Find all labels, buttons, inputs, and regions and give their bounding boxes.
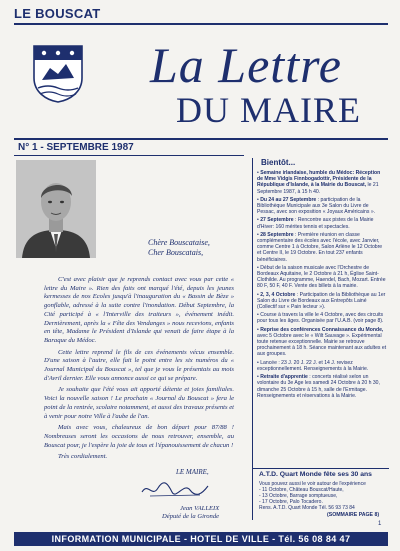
- mayor-portrait: [16, 160, 96, 258]
- letter-paragraph: Mais avec vous, chaleureux de bon départ pour 87/88 ! Nombreuses seront les occasions de nous retrouver, ensemble, au Bouscat pour, je l'espère la joie de tous et l'épanouissement de chacun !: [44, 424, 234, 449]
- letter-paragraph: Très cordialement.: [58, 453, 108, 461]
- salutation-line2: Cher Bouscatais,: [148, 248, 204, 257]
- ad-line: - 17 Octobre, Palo Tocadero.: [259, 499, 323, 505]
- event-title: Du 24 au 27 Septembre: [260, 196, 317, 203]
- list-item: • Course à travers la ville le 4 Octobre, avec des circuits pour tous les âges. Organisée par l'U.A.B. (voir page 8).: [257, 312, 384, 325]
- letter-signoff: LE MAIRE,: [176, 468, 209, 476]
- list-item: • 2, 3, 4 Octobre : Participation de la Bibliothèque au 1er Salon du Livre de Bordeaux aux Entrepôts Lainé (Collectif sur « Pain lecteur »).: [257, 291, 386, 311]
- list-item: • Du 24 au 27 Septembre : participation de la Bibliothèque Municipale aux 3e Salon du Livre de Pessac, avec son exposition « Joyaux Américains ».: [257, 196, 376, 216]
- event-detail: : Participation de la Bibliothèque au 1er Salon du Livre de Bordeaux aux Entrepôts Lainé (Collectif sur « Pain lecteur »).: [257, 291, 386, 311]
- event-title: 27 Septembre: [260, 217, 294, 224]
- event-detail: : Rencontre aux pistes de la Mairie d'Hiver: 160 mérites tennis et spectacles.: [257, 217, 374, 230]
- mayor-letter: [44, 276, 234, 465]
- event-detail: Course à travers la ville le 4 Octobre, avec des circuits pour tous les âges. Organisée par l'U.A.B. (voir page 8).: [257, 312, 384, 325]
- event-detail: : concerts réalisé selon un volontaire du 3e Age les samedi 24 Octobre à 20 h 30, dimanche 25 Octobre à 15 h, salle de l'Ermitage. Renseignements et réservations à la Mairie.: [257, 374, 380, 399]
- header-rule: [14, 23, 388, 25]
- coat-of-arms-icon: [32, 44, 84, 104]
- ad-line: - 11 Octobre, Château Bouscat/Haute,: [259, 487, 344, 493]
- list-item: • Semaine irlandaise, humble du Médoc: Réception de Mme Vidgis Finnbogadottir, Présidente de la République d'Islande, à la Mairie du Bouscat, le 21 Septembre 1987, à 15 h 40.: [257, 170, 381, 195]
- list-item: • 28 Septembre : Première réunion en classe complémentaire des écoles avec l'école, avec Janvier, comme Centre 1 à Octobre, Salon Arlène le 12 Octobre et Centre II, le 19 Octobre. En tout 237 enfants bénéficiaires.: [257, 231, 383, 263]
- letter-paragraph: C'est avec plaisir que je reprends contact avec vous par cette « lettre du Maire ». Rien des faits ont marqué l'été, depuis les jeunes kermesses de nos Ecoles jusqu'à l'inauguration du « Bassin de Bèze » gonflable, adressé à la suite contre l'inondation. Début Septembre, la Cité participé à « l'Interville des traiteurs », événement inédit. Dernièrement, après la « Fête des Vendanges » nous recevions, enfants en tête, Madame le Président d'Islande qui venait de faire étape à la Baraque du Médoc.: [44, 276, 234, 344]
- salutation: [148, 238, 210, 258]
- mayor-name: Jean VALLEIX: [180, 505, 220, 512]
- upcoming-events-column: [252, 158, 389, 520]
- ad-line: Rens. A.T.D. Quart Monde Tél. 56 93 73 84: [259, 505, 355, 511]
- event-title: Retraite d'apprentie: [260, 374, 308, 381]
- event-detail: : participation de la Bibliothèque Municipale aux 3e Salon du Livre de Pessac, avec son exposition « Joyaux Américains ».: [257, 196, 376, 216]
- ad-line: - 13 Octobre, Barrage somptueuse,: [259, 493, 338, 499]
- letter-paragraph: Cette lettre reprend le fils de ces événements vécus ensemble. D'une saison à l'autre, elle fait le point entre les six numéros du « Journal Municipal du Bouscat », tel que je vous le présentais au mois d'Avril dernier. Elle vous annonce aussi ce qui se prépare.: [44, 348, 234, 382]
- ad-line: Vous pouvez aussi le voir autour de l'expérience: [259, 481, 366, 487]
- issue-number: N° 1 - SEPTEMBRE 1987: [18, 142, 134, 153]
- event-title: Semaine irlandaise, humble du Médoc: Réception de Mme Vidgis Finnbogadottir, Présidente de la République d'Islande, à la Mairie du Bouscat,: [257, 170, 381, 189]
- mayor-role: Député de la Gironde: [162, 513, 220, 520]
- newsletter-title-line2: DU MAIRE: [176, 90, 361, 130]
- atd-ad-title: A.T.D. Quart Monde fête ses 30 ans: [259, 471, 372, 478]
- list-item: • 27 Septembre : Rencontre aux pistes de la Mairie d'Hiver: 160 mérites tennis et spectacles.: [257, 217, 374, 230]
- letter-paragraph: Je souhaite que l'été vous ait apporté détente et joies familiales. Voici la nouvelle saison ! Le prochain « Journal du Bouscat » fera le point de la rentrée, scolaire notamment, et aussi des travaux présents et à venir pour notre Ville à l'aube de l'an.: [44, 386, 234, 420]
- event-detail: le 21 Septembre 1987, à 15 h 40.: [257, 182, 379, 195]
- title-rule: [14, 138, 388, 140]
- event-title: 28 Septembre: [260, 231, 294, 238]
- atd-ad-body: [259, 481, 385, 511]
- ad-rule: [253, 468, 389, 469]
- salutation-line1: Chère Bouscataise,: [148, 238, 210, 247]
- event-title: 2, 3, 4 Octobre: [260, 291, 296, 298]
- event-title: Reprise des conférences Connaissance du Monde,: [260, 326, 384, 333]
- list-item: • Début de la saison musicale avec l'Orchestre de Bordeaux Aquitaine, le 2 Octobre à 21 h, Église Saint-Clothilde. Au programme, Haendel, Bach, Mozart. Entrée 80 F, 50 F, 40 F. Vente des billets à la mairie.: [257, 264, 386, 290]
- handwritten-signature: [140, 478, 210, 500]
- event-detail: Lancée : 23 J. 20 J. 22 J. et 14 J. revisez exceptionnellement. Renseignements à la Mairie.: [257, 359, 369, 372]
- page-number: 1: [378, 521, 382, 527]
- list-item: • Lancée : 23 J. 20 J. 22 J. et 14 J. revisez exceptionnellement. Renseignements à la Mairie.: [257, 359, 369, 372]
- issue-rule: [14, 155, 244, 156]
- event-detail: Début de la saison musicale avec l'Orchestre de Bordeaux Aquitaine, le 2 Octobre à 21 h, Église Saint-Clothilde. Au programme, Haendel, Bach, Mozart. Entrée 80 F, 50 F, 40 F. Vente des billets à la mairie.: [257, 264, 386, 290]
- event-detail: avec 5 Octobre avec le « Wilt Sauvage ». Expérimental toute retenue exceptionnelle. Mairie se retrouve prochainement à 18 h. Séance maintenant aux adultes et aux groupes.: [257, 332, 387, 358]
- newsletter-title-line1: La Lettre: [150, 37, 342, 93]
- upcoming-events-list: [257, 170, 387, 401]
- list-item: • Retraite d'apprentie : concerts réalisé selon un volontaire du 3e Age les samedi 24 Octobre à 20 h 30, dimanche 25 Octobre à 15 h, salle de l'Ermitage. Renseignements et réservations à la Mairie.: [257, 374, 380, 399]
- list-item: • Reprise des conférences Connaissance du Monde, avec 5 Octobre avec le « Wilt Sauvage ». Expérimental toute retenue exceptionnelle. Mairie se retrouve prochainement à 18 h. Séance maintenant aux adultes et aux groupes.: [257, 326, 387, 358]
- event-detail: : Première réunion en classe complémentaire des écoles avec l'école, avec Janvier, comme Centre 1 à Octobre, Salon Arlène le 12 Octobre et Centre II, le 19 Octobre. En tout 237 enfants bénéficiaires.: [257, 231, 383, 263]
- table-of-contents-ref: (SOMMAIRE PAGE 8): [327, 512, 380, 518]
- upcoming-heading: Bientôt...: [261, 158, 296, 167]
- footer-banner: INFORMATION MUNICIPALE - HOTEL DE VILLE - Tél. 56 08 84 47: [14, 532, 388, 546]
- town-name: LE BOUSCAT: [14, 6, 101, 21]
